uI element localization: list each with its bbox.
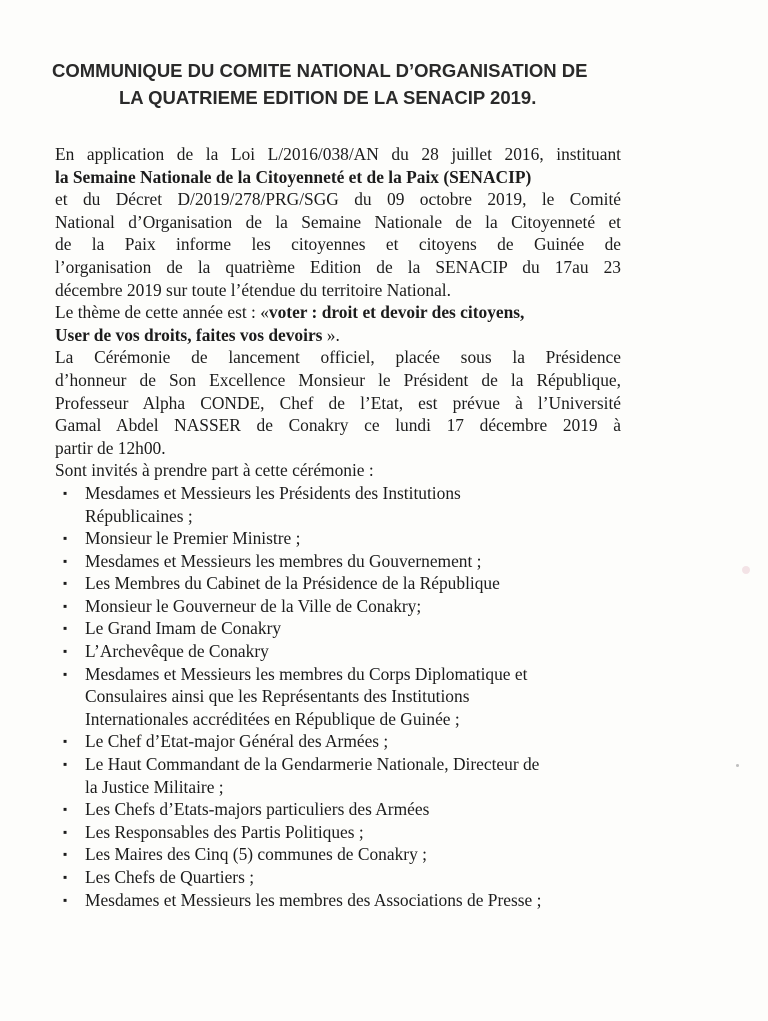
theme-line-1 bbox=[55, 301, 621, 324]
invitee-line: Mesdames et Messieurs les Présidents des Institutions bbox=[85, 482, 461, 503]
invitee-line: la Justice Militaire ; bbox=[85, 776, 224, 797]
invitee-item bbox=[55, 753, 621, 798]
intro-line: décembre 2019 sur toute l’étendue du territoire National. bbox=[55, 279, 451, 300]
ceremony-line: La Cérémonie de lancement officiel, placée sous la Présidence bbox=[55, 347, 621, 368]
bullet-icon: ▪ bbox=[63, 734, 68, 749]
intro-paragraph bbox=[55, 143, 621, 301]
title-line-1: COMMUNIQUE DU COMITE NATIONAL D’ORGANISATION DE bbox=[52, 60, 588, 81]
invitee-line: Les Maires des Cinq (5) communes de Conakry ; bbox=[85, 844, 427, 865]
invitee-line: Internationales accréditées en République de Guinée ; bbox=[85, 708, 460, 729]
invitee-line: Mesdames et Messieurs les membres des Associations de Presse ; bbox=[85, 889, 542, 910]
bullet-icon: ▪ bbox=[63, 757, 68, 772]
invitee-line: L’Archevêque de Conakry bbox=[85, 641, 269, 662]
scan-speck bbox=[742, 566, 750, 574]
theme-suffix: ». bbox=[322, 324, 340, 345]
invitee-item bbox=[55, 821, 621, 844]
intro-line-bold: la Semaine Nationale de la Citoyenneté et de la Paix (SENACIP) bbox=[55, 166, 532, 187]
invitee-item bbox=[55, 617, 621, 640]
invitee-item bbox=[55, 595, 621, 618]
invitee-item bbox=[55, 866, 621, 889]
scan-speck bbox=[736, 764, 739, 767]
invitee-line: Les Chefs d’Etats-majors particuliers des Armées bbox=[85, 799, 430, 820]
invite-heading-text: Sont invités à prendre part à cette cérémonie : bbox=[55, 460, 374, 481]
bullet-icon: ▪ bbox=[63, 666, 68, 681]
bullet-icon: ▪ bbox=[63, 892, 68, 907]
theme-bold-2: User de vos droits, faites vos devoirs bbox=[55, 324, 323, 345]
invitee-line: Les Chefs de Quartiers ; bbox=[85, 867, 255, 887]
intro-line: l’organisation de la quatrième Edition de la SENACIP du 17au 23 bbox=[55, 256, 621, 277]
invitee-item bbox=[55, 482, 621, 527]
invitee-item bbox=[55, 843, 621, 866]
invitee-line: Consulaires ainsi que les Représentants des Institutions bbox=[85, 686, 470, 707]
title-line-2: LA QUATRIEME EDITION DE LA SENACIP 2019. bbox=[119, 87, 537, 108]
theme-bold-1: voter : droit et devoir des citoyens, bbox=[268, 302, 525, 323]
invitee-item bbox=[55, 798, 621, 821]
invitee-list bbox=[55, 482, 621, 911]
ceremony-paragraph bbox=[55, 346, 621, 459]
bullet-icon: ▪ bbox=[63, 824, 68, 839]
intro-line: de la Paix informe les citoyennes et citoyens de Guinée de bbox=[55, 234, 621, 255]
ceremony-line: Professeur Alpha CONDE, Chef de l’Etat, est prévue à l’Université bbox=[55, 392, 621, 413]
bullet-icon: ▪ bbox=[63, 576, 68, 591]
ceremony-line: d’honneur de Son Excellence Monsieur le Président de la République, bbox=[55, 369, 621, 390]
invitee-line: Monsieur le Premier Ministre ; bbox=[85, 528, 301, 549]
invitee-line: Le Haut Commandant de la Gendarmerie Nationale, Directeur de bbox=[85, 754, 540, 775]
invitee-line: Mesdames et Messieurs les membres du Corps Diplomatique et bbox=[85, 663, 528, 684]
theme-paragraph bbox=[55, 301, 621, 346]
bullet-icon: ▪ bbox=[63, 553, 68, 568]
communique-body bbox=[55, 143, 621, 911]
bullet-icon: ▪ bbox=[63, 644, 68, 659]
invitee-item bbox=[55, 640, 621, 663]
ceremony-line: partir de 12h00. bbox=[55, 437, 166, 458]
invitee-line: Monsieur le Gouverneur de la Ville de Conakry; bbox=[85, 595, 422, 616]
invitee-line: Le Chef d’Etat-major Général des Armées ; bbox=[85, 731, 389, 752]
theme-prefix: Le thème de cette année est : « bbox=[55, 302, 269, 323]
invitee-item bbox=[55, 889, 621, 912]
invitee-item bbox=[55, 730, 621, 753]
intro-line: et du Décret D/2019/278/PRG/SGG du 09 octobre 2019, le Comité bbox=[55, 189, 621, 210]
ceremony-line: Gamal Abdel NASSER de Conakry ce lundi 17 décembre 2019 à bbox=[55, 415, 621, 436]
invitee-item bbox=[55, 550, 621, 573]
bullet-icon: ▪ bbox=[63, 847, 68, 862]
invitee-line: Le Grand Imam de Conakry bbox=[85, 618, 282, 639]
invitee-line: Les Membres du Cabinet de la Présidence de la République bbox=[85, 573, 500, 594]
invitee-item bbox=[55, 572, 621, 595]
theme-line-2 bbox=[55, 324, 621, 347]
intro-line: En application de la Loi L/2016/038/AN du 28 juillet 2016, instituant bbox=[55, 144, 621, 164]
bullet-icon: ▪ bbox=[63, 802, 68, 817]
bullet-icon: ▪ bbox=[63, 621, 68, 636]
bullet-icon: ▪ bbox=[63, 485, 68, 500]
invitee-line: Républicaines ; bbox=[85, 505, 193, 526]
invite-heading bbox=[55, 459, 621, 482]
invitee-item bbox=[55, 527, 621, 550]
intro-line: National d’Organisation de la Semaine Nationale de la Citoyenneté et bbox=[55, 211, 621, 232]
bullet-icon: ▪ bbox=[63, 598, 68, 613]
bullet-icon: ▪ bbox=[63, 531, 68, 546]
invitee-item bbox=[55, 663, 621, 731]
bullet-icon: ▪ bbox=[63, 870, 68, 884]
invitee-line: Les Responsables des Partis Politiques ; bbox=[85, 821, 364, 842]
invitee-line: Mesdames et Messieurs les membres du Gouvernement ; bbox=[85, 550, 482, 571]
